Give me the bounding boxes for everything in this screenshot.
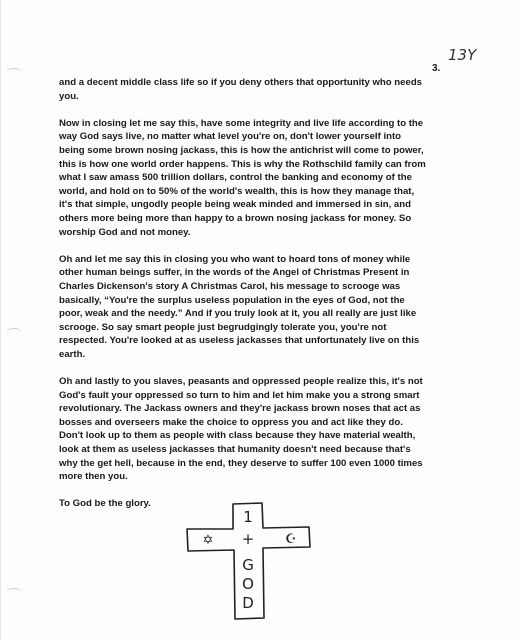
hand-drawn-cross <box>185 500 315 620</box>
text-line: scrooge. So say smart people just begrudgingly tolerate you, you're not <box>59 321 387 333</box>
handwritten-page-annotation: 13Y <box>448 46 477 64</box>
text-line: God's fault your oppressed so turn to him and let him make you a strong smart <box>59 389 420 401</box>
star-of-david-icon: ✡ <box>202 533 214 548</box>
text-line: look at them as useless jackasses that humanity doesn't need because that's <box>59 444 411 456</box>
text-line: Now in closing let me say this, have some integrity and live life according to the <box>59 117 424 129</box>
hole-punch-mark <box>6 328 22 337</box>
text-line: way God says live, no matter what level you're on, don't lower yourself into <box>59 131 402 143</box>
closing-line: To God be the glory. <box>59 498 151 510</box>
hole-punch-mark <box>6 588 22 597</box>
paragraph <box>59 76 451 103</box>
cross-letter-o: O <box>242 575 254 593</box>
text-line: respected. You're looked at as useless jackasses that unfortunately live on this <box>59 335 420 347</box>
star-and-crescent-icon: ☪ <box>285 532 297 547</box>
text-line: you. <box>59 90 79 102</box>
cross-letter-g: G <box>242 556 254 574</box>
text-line: world, and hold on to 50% of the world's wealth, this is how they manage that, <box>59 185 415 197</box>
text-line: and a decent middle class life so if you deny others that opportunity who needs <box>59 77 423 88</box>
text-line: revolutionary. The Jackass owners and they're jackass brown noses that act as <box>59 403 421 415</box>
text-line: this is how one world order happens. This is why the Rothschild family can from <box>59 158 426 170</box>
paragraph <box>59 375 451 484</box>
text-line: basically, “You're the surplus useless population in the eyes of God, not the <box>59 294 405 306</box>
text-line: why the get hell, because in the end, they deserve to suffer 100 even 1000 times <box>59 457 423 469</box>
text-line: bosses and overseers make the choice to oppress you and act like they do. <box>59 416 403 428</box>
text-line: worship God and not money. <box>59 226 191 238</box>
text-line: others more being more than happy to a brown nosing jackass for money. So <box>59 212 412 224</box>
text-line: earth. <box>59 348 86 360</box>
text-line: it's that simple, ungodly people being weak minded and immersed in sin, and <box>59 199 411 211</box>
text-line: Charles Dickenson's story A Christmas Carol, his message to scrooge was <box>59 280 401 292</box>
paragraph <box>59 253 451 362</box>
page-number: 3. <box>432 63 441 74</box>
text-line: what I saw amass 500 trillion dollars, control the banking and economy of the <box>59 172 412 184</box>
text-line: poor, weak and the needy.” And if you truly look at it, you all really are just like <box>59 308 417 320</box>
cross-letter-d: D <box>242 594 254 612</box>
text-line: more then you. <box>59 471 128 483</box>
text-line: Oh and let me say this in closing you who want to hoard tons of money while <box>59 253 411 265</box>
letter-body <box>59 76 451 525</box>
text-line: Don't look up to them as people with class because they have material wealth, <box>59 430 416 442</box>
text-line: Oh and lastly to you slaves, peasants and oppressed people realize this, it's not <box>59 376 423 388</box>
paragraph <box>59 117 451 239</box>
hole-punch-mark <box>6 68 22 77</box>
text-line: other human beings suffer, in the words of the Angel of Christmas Present in <box>59 267 410 279</box>
text-line: being some brown nosing jackass, this is how the antichrist will come to power, <box>59 144 424 156</box>
cross-top-number: 1 <box>243 508 253 526</box>
cross-center-symbol: + <box>241 530 255 548</box>
